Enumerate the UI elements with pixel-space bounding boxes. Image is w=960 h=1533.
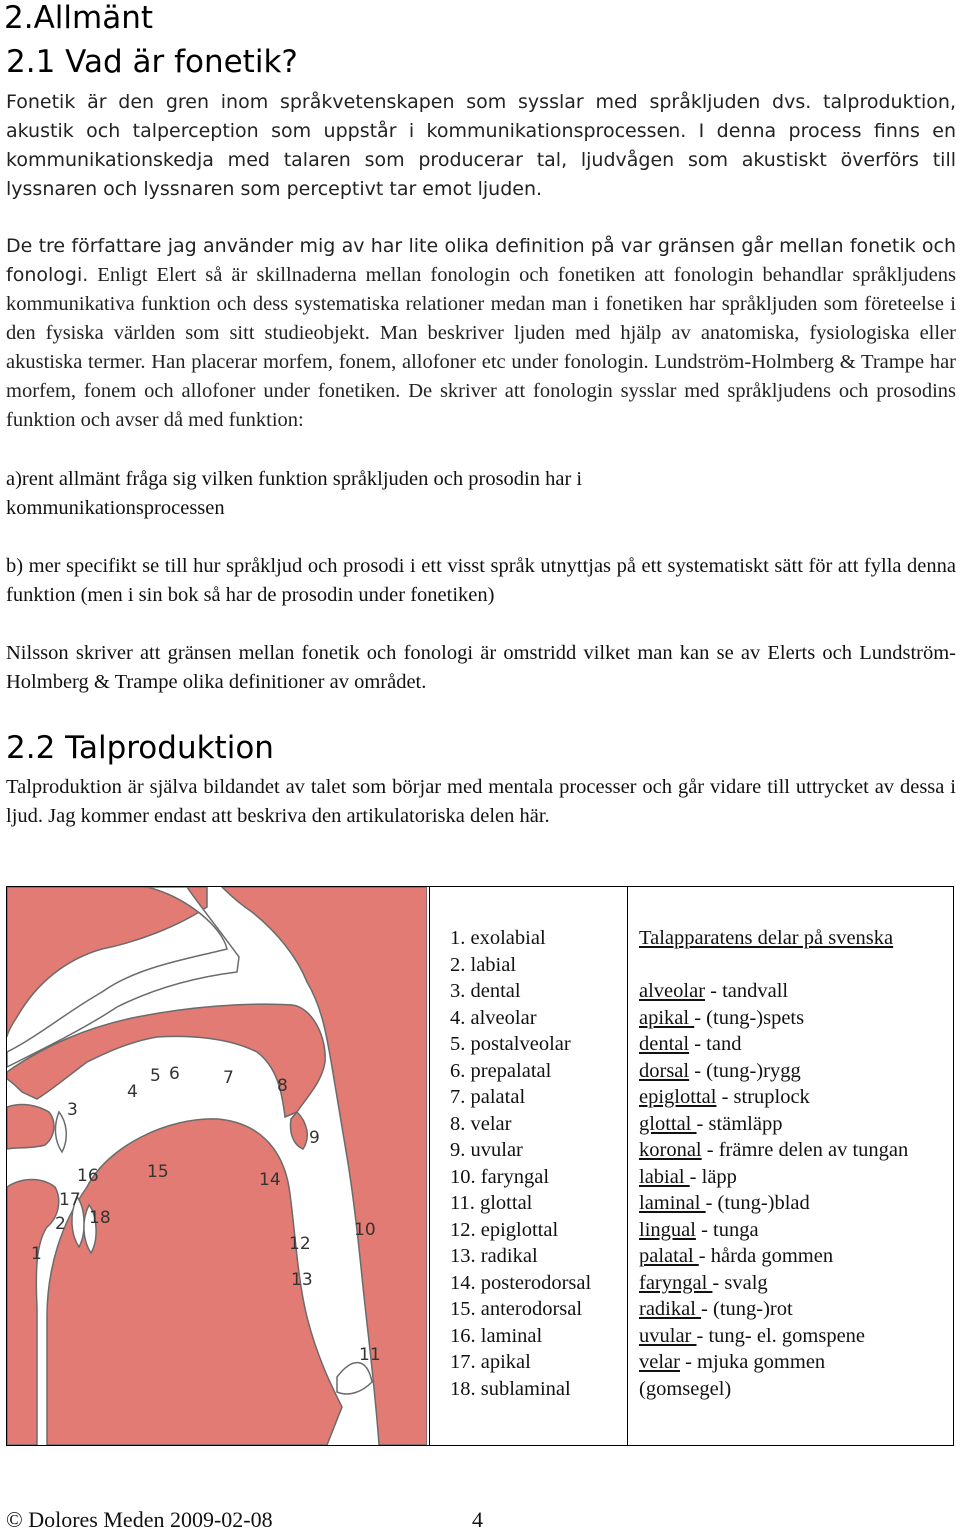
swedish-term-meaning: - (tung-)rygg <box>689 1059 801 1082</box>
subsection-heading-fonetik: 2.1 Vad är fonetik? <box>6 44 298 80</box>
articulation-place-item: 7. palatal <box>450 1086 526 1108</box>
articulation-place-item: 18. sublaminal <box>450 1377 571 1400</box>
swedish-term: radikal <box>639 1298 702 1320</box>
swedish-term-meaning: (gomsegel) <box>639 1377 732 1400</box>
swedish-term-item <box>639 978 953 1005</box>
diagram-number-13: 13 <box>291 1270 313 1290</box>
swedish-term-item <box>639 1058 953 1085</box>
articulation-place-item: 1. exolabial <box>450 927 546 949</box>
swedish-term: apikal <box>639 1006 695 1029</box>
item-a <box>6 465 956 523</box>
swedish-term: laminal <box>639 1192 706 1214</box>
diagram-number-17: 17 <box>59 1190 81 1210</box>
diagram-number-7: 7 <box>223 1068 234 1088</box>
articulation-place-item: 5. postalveolar <box>450 1033 571 1055</box>
diagram-number-12: 12 <box>289 1234 311 1254</box>
swedish-term-meaning: - mjuka gommen <box>679 1351 826 1373</box>
articulation-place-item: 4. alveolar <box>450 1006 537 1029</box>
swedish-term: epiglottal <box>639 1086 717 1108</box>
swedish-terms-box <box>639 925 953 1402</box>
swedish-term-meaning: - främre delen av tungan <box>701 1139 909 1161</box>
swedish-term-meaning: - (tung-)blad <box>705 1192 810 1214</box>
talproduktion-paragraph: Talproduktion är själva bildandet av talet som börjar med mentala processer och går vidare till uttrycket av dessa i ljud. Jag kommer endast att beskriva den artikulatoriska delen här. <box>6 776 956 827</box>
item-a-line1: a)rent allmänt fråga sig vilken funktion språkljuden och prosodin har i <box>6 468 583 490</box>
swedish-term-item <box>639 1137 953 1164</box>
articulation-places-list <box>450 925 591 1402</box>
articulation-place-item: 8. velar <box>450 1112 512 1135</box>
swedish-term: labial <box>639 1165 690 1188</box>
swedish-term-meaning: - tandvall <box>705 980 789 1002</box>
diagram-number-8: 8 <box>277 1076 288 1096</box>
item-a-line2: kommunikationsprocessen <box>6 497 225 519</box>
diagram-number-2: 2 <box>55 1214 66 1234</box>
articulation-place-item: 2. labial <box>450 953 517 976</box>
swedish-term-item <box>639 1296 953 1323</box>
definitions-paragraph <box>6 232 956 435</box>
articulation-figure <box>6 886 954 1446</box>
swedish-term-meaning: - tand <box>689 1033 742 1055</box>
diagram-number-11: 11 <box>359 1345 381 1365</box>
vocal-tract-diagram <box>7 887 427 1445</box>
diagram-number-10: 10 <box>354 1220 376 1240</box>
swedish-terms-list <box>639 978 953 1402</box>
swedish-term-meaning: - hårda gommen <box>698 1245 834 1267</box>
diagram-number-6: 6 <box>169 1064 180 1084</box>
swedish-term-item <box>639 1005 953 1032</box>
definitions-paragraph-serif: Enligt Elert så är skillnaderna mellan fonologin och fonetiken att fonologin behandlar språkljudens kommunikativa funktion och dess systematiska relationer medan man i fonetiken har språkljuden som företeelse i den fysiska världen som sitt studieobjekt. Man beskriver ljuden med hjälp av anatomiska, fysiologiska eller akustiska termer. Han placerar morfem, fonem, allofoner etc under fonologin. Lundström-Holmberg & Trampe har morfem, fonem och allofoner under fonetiken. De skriver att fonologin sysslar med språkljudens och prosodins funktion och avser då med funktion: <box>6 264 956 431</box>
articulation-place-item: 3. dental <box>450 980 521 1002</box>
swedish-term-meaning: - (tung-)rot <box>701 1298 793 1320</box>
intro-paragraph: Fonetik är den gren inom språkvetenskapen som sysslar med språkljuden dvs. talproduktion, akustik och talperception som uppstår i kommunikationsprocessen. I denna process finns en kommunikationskedja med talaren som producerar tal, ljudvågen som akustiskt överförs till lyssnaren och lyssnaren som perceptivt tar emot ljuden. <box>6 91 956 200</box>
swedish-term: uvular <box>639 1324 697 1347</box>
nilsson-paragraph: Nilsson skriver att gränsen mellan fonetik och fonologi är omstridd vilket man kan se av Elerts och Lundström-Holmberg & Trampe olika definitioner av området. <box>6 642 956 693</box>
swedish-term-meaning: - struplock <box>716 1086 810 1108</box>
swedish-term-item <box>639 1190 953 1217</box>
diagram-number-14: 14 <box>259 1170 281 1190</box>
articulation-place-item: 15. anterodorsal <box>450 1298 583 1320</box>
swedish-term-item <box>639 1243 953 1270</box>
swedish-term-item <box>639 1323 953 1350</box>
figure-divider-1 <box>429 887 430 1445</box>
swedish-term-meaning: - (tung-)spets <box>694 1006 805 1029</box>
articulation-place-item: 10. faryngal <box>450 1165 550 1188</box>
articulation-place-item: 12. epiglottal <box>450 1218 559 1241</box>
diagram-number-5: 5 <box>150 1066 161 1086</box>
diagram-number-9: 9 <box>309 1128 320 1148</box>
articulation-place-item: 6. prepalatal <box>450 1059 552 1082</box>
swedish-term-item <box>639 1349 953 1376</box>
item-b: b) mer specifikt se till hur språkljud och prosodi i ett visst språk utnyttjas på ett systematiskt sätt för att fylla denna funktion (men i sin bok så har de prosodin under fonetiken) <box>6 555 956 606</box>
footer-copyright: © Dolores Meden 2009-02-08 <box>6 1507 273 1532</box>
swedish-term-item <box>639 1217 953 1244</box>
swedish-term: velar <box>639 1351 680 1373</box>
diagram-number-16: 16 <box>77 1166 99 1186</box>
swedish-term: palatal <box>639 1245 699 1267</box>
swedish-term-meaning: - tung- el. gomspene <box>696 1324 866 1347</box>
articulation-place-item: 11. glottal <box>450 1192 533 1214</box>
definitions-paragraph-sans: De tre författare jag använder mig av har lite olika definition på var gränsen går mellan fonetik och fonologi. <box>6 235 956 286</box>
swedish-term: dorsal <box>639 1059 690 1082</box>
diagram-number-3: 3 <box>67 1100 78 1120</box>
swedish-term-item <box>639 1164 953 1191</box>
articulation-place-item: 14. posterodorsal <box>450 1271 592 1294</box>
swedish-term-meaning: - läpp <box>689 1165 737 1188</box>
figure-divider-2 <box>627 887 628 1445</box>
articulation-place-item: 13. radikal <box>450 1245 538 1267</box>
swedish-term: glottal <box>639 1112 697 1135</box>
swedish-term-meaning: - tunga <box>695 1218 759 1241</box>
swedish-term: koronal <box>639 1139 702 1161</box>
swedish-term-meaning: - svalg <box>712 1271 768 1294</box>
section-heading: 2.Allmänt <box>4 0 154 36</box>
swedish-term-meaning: - stämläpp <box>696 1112 783 1135</box>
swedish-term: dental <box>639 1033 690 1055</box>
swedish-terms-title: Talapparatens delar på svenska <box>639 927 894 949</box>
swedish-term: alveolar <box>639 980 706 1002</box>
swedish-term: faryngal <box>639 1271 713 1294</box>
diagram-number-15: 15 <box>147 1162 169 1182</box>
diagram-number-1: 1 <box>31 1244 42 1264</box>
swedish-term-item <box>639 1031 953 1058</box>
articulation-place-item: 17. apikal <box>450 1351 531 1373</box>
swedish-term-item <box>639 1270 953 1297</box>
diagram-number-18: 18 <box>89 1208 111 1228</box>
articulation-place-item: 9. uvular <box>450 1139 523 1161</box>
swedish-term: lingual <box>639 1218 696 1241</box>
swedish-term-item <box>639 1084 953 1111</box>
subsection-heading-talproduktion: 2.2 Talproduktion <box>6 730 274 766</box>
diagram-number-4: 4 <box>127 1082 138 1102</box>
articulation-place-item: 16. laminal <box>450 1324 543 1347</box>
page-number: 4 <box>472 1507 483 1532</box>
swedish-term-item <box>639 1376 953 1403</box>
swedish-term-item <box>639 1111 953 1138</box>
